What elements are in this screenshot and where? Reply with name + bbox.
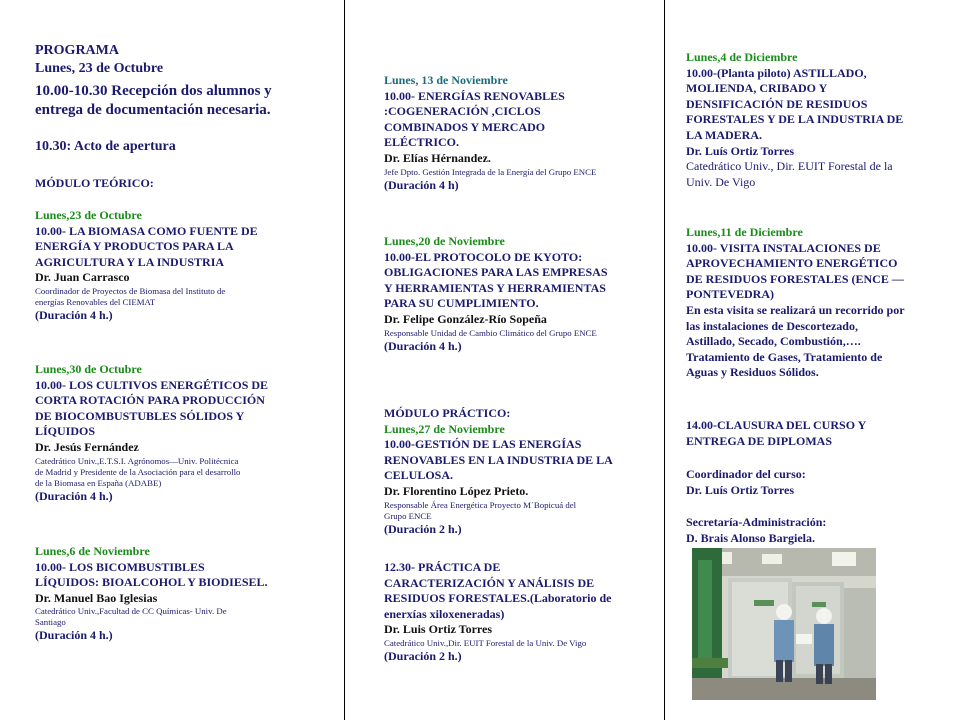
session-title-line: LÍQUIDOS xyxy=(35,424,96,439)
programa-title: PROGRAMA xyxy=(35,43,119,58)
plant-visit-photo xyxy=(692,548,876,700)
session-title-line: COMBINADOS Y MERCADO xyxy=(384,119,546,134)
session-speaker: Dr. Jesús Fernández xyxy=(35,439,139,454)
column-divider-left xyxy=(344,0,345,720)
session-title-line: AGRICULTURA Y LA INDUSTRIA xyxy=(35,254,225,269)
visit-note-line: Aguas y Residuos Sólidos. xyxy=(686,365,819,380)
session-duration: (Duración 4 h.) xyxy=(384,338,462,353)
secretary-label: Secretaría-Administración: xyxy=(686,515,827,529)
speaker-affiliation: de la Biomasa en España (ADABE) xyxy=(35,477,162,488)
session-speaker: Dr. Luís Ortiz Torres xyxy=(686,143,795,158)
session-duration: (Duración 4 h.) xyxy=(35,628,113,643)
session-date: Lunes, 13 de Noviembre xyxy=(384,73,508,87)
secretary-block xyxy=(686,515,826,546)
session-title-line: 12.30- PRÁCTICA DE xyxy=(384,560,501,574)
session-title-line: CELULOSA. xyxy=(384,468,454,483)
session-title-line: APROVECHAMIENTO ENERGÉTICO xyxy=(686,256,898,271)
session-speaker: Dr. Felipe González-Río Sopeña xyxy=(384,311,547,326)
speaker-affiliation: Jefe Dpto. Gestión Integrada de la Energía del Grupo ENCE xyxy=(384,166,597,177)
session-date: Lunes,6 de Noviembre xyxy=(35,544,150,558)
session-duration: (Duración 2 h.) xyxy=(384,648,462,663)
session-title-line: ENERGÍA Y PRODUCTOS PARA LA xyxy=(35,239,234,254)
session-block xyxy=(384,560,611,665)
session-date: Lunes,4 de Diciembre xyxy=(686,50,798,64)
closing-line: ENTREGA DE DIPLOMAS xyxy=(686,433,833,448)
coordinator-block xyxy=(686,467,806,498)
session-title-line: 10.00- VISITA INSTALACIONES DE xyxy=(686,240,881,255)
speaker-affiliation: Catedrático Univ.,E.T.S.I. Agrónomos—Univ. Politécnica xyxy=(35,455,239,466)
module-theory-heading: MÓDULO TEÓRICO: xyxy=(35,176,154,190)
session-date: Lunes,27 de Noviembre xyxy=(384,421,505,436)
session-speaker: Dr. Luis Ortiz Torres xyxy=(384,622,493,637)
session-title-line: Y HERRAMIENTAS Y HERRAMIENTAS xyxy=(384,280,606,295)
session-block xyxy=(35,544,268,644)
visit-note-line: Tratamiento de Gases, Tratamiento de xyxy=(686,349,883,364)
speaker-affiliation: Univ. De Vigo xyxy=(686,174,756,189)
session-title-line: LA MADERA. xyxy=(686,127,763,142)
speaker-affiliation: Coordinador de Proyectos de Biomasa del Instituto de xyxy=(35,285,226,296)
session-block xyxy=(384,73,596,193)
speaker-affiliation: energías Renovables del CIEMAT xyxy=(35,296,156,307)
speaker-affiliation: Santiago xyxy=(35,617,66,628)
session-title-line: 10.00- ENERGÍAS RENOVABLES xyxy=(384,88,565,103)
session-speaker: Dr. Florentino López Prieto. xyxy=(384,483,529,498)
session-duration: (Duración 4 h.) xyxy=(35,488,113,503)
session-date: Lunes,23 de Octubre xyxy=(35,208,142,222)
session-title-line: enerxías xiloxeneradas) xyxy=(384,606,505,621)
session-speaker: Dr. Juan Carrasco xyxy=(35,270,130,285)
speaker-affiliation: Grupo ENCE xyxy=(384,510,432,521)
plant-visit-illustration xyxy=(692,548,876,700)
session-title-line: RESIDUOS FORESTALES.(Laboratorio de xyxy=(384,591,612,606)
session-title-line: LÍQUIDOS: BIOALCOHOL Y BIODIESEL. xyxy=(35,575,268,590)
session-block xyxy=(35,208,258,324)
session-title-line: 10.00- LOS BICOMBUSTIBLES xyxy=(35,559,205,574)
session-speaker: Dr. Manuel Bao Iglesias xyxy=(35,590,158,605)
reception-line-2: entrega de documentación necesaria. xyxy=(35,102,271,118)
closing-block xyxy=(686,418,866,449)
session-duration: (Duración 2 h.) xyxy=(384,521,462,536)
session-block xyxy=(35,362,268,504)
secretary-name: D. Brais Alonso Bargiela. xyxy=(686,530,816,545)
speaker-affiliation: Catedrático Univ.,Dir. EUIT Forestal de la Univ. De Vigo xyxy=(384,637,587,648)
session-duration: (Duración 4 h) xyxy=(384,177,459,192)
session-title-line: CARACTERIZACIÓN Y ANÁLISIS DE xyxy=(384,575,595,590)
session-title-line: 10.00-(Planta piloto) ASTILLADO, xyxy=(686,65,867,80)
speaker-affiliation: Catedrático Univ., Dir. EUIT Forestal de la xyxy=(686,159,893,174)
session-block xyxy=(384,406,613,537)
reception-line-1: 10.00-10.30 Recepción dos alumnos y xyxy=(35,83,272,99)
session-title-line: MOLIENDA, CRIBADO Y xyxy=(686,81,828,96)
session-date: Lunes,30 de Octubre xyxy=(35,362,142,376)
session-date: Lunes,20 de Noviembre xyxy=(384,234,505,248)
speaker-affiliation: de Madrid y Presidente de la Asociación para el desarrollo xyxy=(35,466,241,477)
opening-date: Lunes, 23 de Octubre xyxy=(35,61,164,76)
coordinator-name: Dr. Luís Ortiz Torres xyxy=(686,482,795,497)
session-title-line: ELÉCTRICO. xyxy=(384,135,460,150)
session-title-line: PARA SU CUMPLIMIENTO. xyxy=(384,296,539,311)
session-title-line: DE RESIDUOS FORESTALES (ENCE — xyxy=(686,271,904,286)
speaker-affiliation: Catedrático Univ.,Facultad de CC Químicas- Univ. De xyxy=(35,606,227,617)
visit-note-line: En esta visita se realizará un recorrido por xyxy=(686,302,905,317)
closing-line: 14.00-CLAUSURA DEL CURSO Y xyxy=(686,418,867,432)
speaker-affiliation: Responsable Área Energética Proyecto M´Bopicuá del xyxy=(384,499,577,510)
session-date: Lunes,11 de Diciembre xyxy=(686,225,803,239)
session-title-line: OBLIGACIONES PARA LAS EMPRESAS xyxy=(384,265,608,280)
program-heading xyxy=(35,42,163,78)
session-title-line: RENOVABLES EN LA INDUSTRIA DE LA xyxy=(384,452,613,467)
session-title-line: :COGENERACIÓN ,CICLOS xyxy=(384,104,541,119)
session-title-line: FORESTALES Y DE LA INDUSTRIA DE xyxy=(686,112,904,127)
session-block xyxy=(686,50,903,190)
session-title-line: CORTA ROTACIÓN PARA PRODUCCIÓN xyxy=(35,393,265,408)
session-title-line: 10.00-GESTIÓN DE LAS ENERGÍAS xyxy=(384,437,582,452)
column-divider-right xyxy=(664,0,665,720)
session-title-line: PONTEVEDRA) xyxy=(686,287,775,302)
session-block xyxy=(384,234,608,354)
session-title-line: DE BIOCOMBUSTUBLES SÓLIDOS Y xyxy=(35,408,245,423)
session-title-line: 10.00- LA BIOMASA COMO FUENTE DE xyxy=(35,223,258,238)
session-title-line: 10.00-EL PROTOCOLO DE KYOTO: xyxy=(384,249,583,264)
opening-act: 10.30: Acto de apertura xyxy=(35,139,176,154)
session-title-line: 10.00- LOS CULTIVOS ENERGÉTICOS DE xyxy=(35,377,269,392)
visit-note-line: Astillado, Secado, Combustión,…. xyxy=(686,334,861,349)
session-speaker: Dr. Elías Hérnandez. xyxy=(384,150,491,165)
coordinator-label: Coordinador del curso: xyxy=(686,467,806,481)
module-practice-heading: MÓDULO PRÁCTICO: xyxy=(384,406,511,420)
speaker-affiliation: Responsable Unidad de Cambio Climático del Grupo ENCE xyxy=(384,327,597,338)
visit-note-line: las instalaciones de Descortezado, xyxy=(686,318,858,333)
session-block xyxy=(686,225,905,381)
reception-block xyxy=(35,82,272,120)
session-title-line: DENSIFICACIÓN DE RESIDUOS xyxy=(686,96,868,111)
session-duration: (Duración 4 h.) xyxy=(35,307,113,322)
